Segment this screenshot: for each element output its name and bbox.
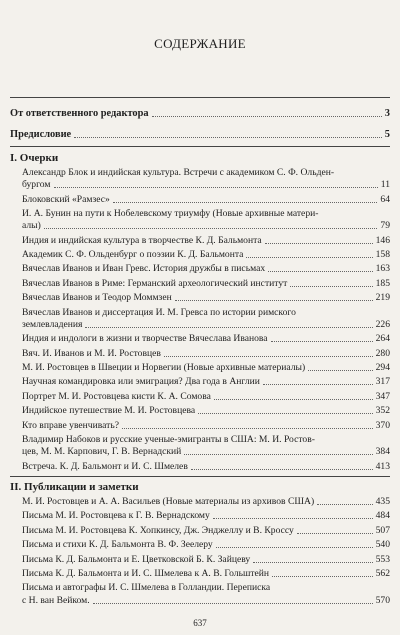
toc-entry-page: 347	[375, 390, 390, 402]
toc-entry-title: Научная командировка или эмиграция? Два года в Англии	[22, 376, 260, 388]
dot-leader	[191, 469, 373, 470]
section-heading: II. Публикации и заметки	[10, 481, 139, 493]
toc-entry-line	[10, 108, 390, 120]
page-number: 637	[193, 618, 207, 628]
toc-entry-page: 79	[380, 220, 390, 232]
toc-entry-title: Владимир Набоков и русские ученые-эмигранты в США: М. И. Ростов-	[22, 434, 315, 445]
toc-entry-page: 540	[375, 539, 390, 551]
dot-leader	[175, 300, 373, 301]
dot-leader	[317, 504, 372, 505]
divider	[10, 146, 390, 147]
toc-entry-page: 413	[375, 460, 390, 472]
toc-entry-title: Письма и автографы И. С. Шмелева в Голландии. Переписка	[22, 582, 271, 594]
dot-leader	[216, 547, 373, 548]
toc-entry-line	[22, 496, 390, 508]
dot-leader	[297, 533, 373, 534]
toc-entry-title: Индийское путешествие М. И. Ростовцева	[22, 405, 196, 417]
toc-entry-page: 226	[375, 318, 390, 330]
dot-leader	[290, 286, 372, 287]
toc-entry-title: Письма К. Д. Бальмонта и Е. Цветковской Б. К. Зайцеву	[22, 553, 251, 565]
toc-entry-title: И. А. Бунин на пути к Нобелевскому триумфу (Новые архивные матери-	[22, 208, 319, 219]
toc-entry-title: Вячеслав Иванов и Иван Гревс. История дружбы в письмах	[22, 263, 266, 275]
divider	[10, 97, 390, 98]
toc-entry-line	[22, 208, 390, 220]
dot-leader	[272, 576, 373, 577]
toc-entry-title: Вячеслав Иванов в Риме: Германский археологический институт	[22, 277, 288, 289]
toc-entry-line	[22, 461, 390, 473]
toc-entry-line	[22, 376, 390, 388]
dot-leader	[213, 518, 373, 519]
toc-entry-title: Письма и стихи К. Д. Бальмонта В. Ф. Зеелеру	[22, 539, 213, 551]
toc-entry-page: 294	[375, 362, 390, 373]
toc-entry-title: Встреча. К. Д. Бальмонт и И. С. Шмелев	[22, 460, 188, 472]
toc-entry-title: Письма К. Д. Бальмонта и И. С. Шмелева к А. В. Гольштейн	[22, 568, 270, 579]
toc-entry-title: Индия и индийская культура в творчестве К. Д. Бальмонта	[22, 234, 262, 246]
toc-entry-line	[22, 362, 390, 374]
dot-leader	[263, 384, 373, 385]
divider	[10, 476, 390, 477]
toc-entry-line	[22, 539, 390, 551]
toc-entry-line	[22, 420, 390, 432]
dot-leader	[198, 413, 372, 414]
toc-entry-title: М. И. Ростовцев и А. А. Васильев (Новые материалы из архивов США)	[22, 496, 315, 507]
toc-entry-line	[22, 167, 390, 179]
toc-entry-line	[22, 391, 390, 403]
dot-leader	[253, 562, 372, 563]
toc-entry-page: 11	[380, 179, 390, 191]
toc-entry-page: 370	[375, 419, 390, 431]
dot-leader	[93, 603, 373, 604]
toc-entry-page: 352	[375, 405, 390, 417]
dot-leader	[122, 428, 373, 429]
dot-leader	[246, 257, 372, 258]
toc-entry-line	[22, 235, 390, 247]
toc-entry-page: 185	[375, 277, 390, 289]
toc-entry-line	[22, 434, 390, 446]
toc-entry-title: Вяч. И. Иванов и М. И. Ростовцев	[22, 347, 161, 359]
toc-entry-line	[22, 446, 390, 458]
toc-entry-line	[22, 582, 390, 594]
toc-entry-line	[22, 292, 390, 304]
dot-leader	[268, 271, 372, 272]
toc-entry-title: Кто вправе увенчивать?	[22, 419, 120, 431]
toc-entry-page: 158	[375, 249, 390, 260]
toc-entry-page: 384	[375, 446, 390, 458]
toc-entry-page: 317	[375, 376, 390, 388]
toc-entry-title: От ответственного редактора	[10, 108, 149, 119]
toc-entry-title: Письма М. И. Ростовцева к Г. В. Вернадскому	[22, 510, 210, 522]
toc-entry-title: Индия и индологи в жизни и творчестве Вячеслава Иванова	[22, 333, 268, 345]
toc-entry-line	[22, 249, 390, 261]
toc-entry-title: Блоковский «Рамзес»	[22, 193, 110, 205]
toc-entry-page: 435	[375, 496, 390, 507]
dot-leader	[271, 341, 373, 342]
toc-entry-line	[22, 510, 390, 522]
toc-entry-line	[22, 595, 390, 607]
dot-leader	[85, 327, 372, 328]
toc-entry-title: Академик С. Ф. Ольденбург о поэзии К. Д. Бальмонта	[22, 249, 244, 260]
toc-entry-page: 219	[375, 292, 390, 304]
toc-entry-line	[22, 348, 390, 360]
toc-entry-line	[22, 333, 390, 345]
toc-entry-line	[22, 307, 390, 319]
toc-entry-title: М. И. Ростовцев в Швеции и Норвегии (Новые архивные материалы)	[22, 362, 306, 373]
section-heading: I. Очерки	[10, 152, 59, 164]
dot-leader	[113, 202, 378, 203]
toc-entry-title: Александр Блок и индийская культура. Встречи с академиком С. Ф. Ольден-	[22, 167, 335, 178]
page-title: СОДЕРЖАНИЕ	[154, 36, 246, 51]
toc-entry-line	[22, 179, 390, 191]
dot-leader	[152, 116, 382, 117]
toc-entry-page: 280	[375, 347, 390, 359]
toc-entry-line	[22, 263, 390, 275]
toc-entry-page: 507	[375, 524, 390, 536]
dot-leader	[265, 243, 373, 244]
toc-entry-line	[22, 278, 390, 290]
toc-entry-page: 562	[375, 568, 390, 579]
toc-entry-line	[22, 220, 390, 232]
dot-leader	[184, 454, 372, 455]
toc-entry-title: бургом	[22, 179, 51, 191]
toc-entry-line	[22, 525, 390, 537]
toc-entry-line	[22, 568, 390, 580]
toc-entry-line	[22, 194, 390, 206]
toc-entry-line	[10, 129, 390, 141]
toc-entry-page: 163	[375, 263, 390, 275]
toc-entry-title: алы)	[22, 220, 41, 232]
toc-entry-title: Письма М. И. Ростовцева К. Хопкинсу, Дж. Энджеллу и В. Кроссу	[22, 524, 294, 536]
toc-entry-title: цев, М. М. Карпович, Г. В. Вернадский	[22, 446, 182, 458]
dot-leader	[164, 356, 373, 357]
toc-entry-line	[22, 554, 390, 566]
toc-entry-title: Вячеслав Иванов и Теодор Моммзен	[22, 292, 172, 304]
dot-leader	[308, 370, 372, 371]
toc-entry-page: 146	[375, 234, 390, 246]
toc-entry-title: с Н. ван Вейком.	[22, 594, 90, 606]
toc-entry-page: 5	[384, 129, 390, 140]
toc-entry-page: 484	[375, 510, 390, 522]
toc-entry-title: Предисловие	[10, 129, 72, 140]
toc-entry-page: 64	[380, 193, 390, 205]
dot-leader	[74, 137, 382, 138]
toc-entry-page: 264	[375, 333, 390, 345]
toc-entry-line	[22, 405, 390, 417]
toc-entry-page: 3	[384, 108, 390, 119]
toc-entry-title: Вячеслав Иванов и диссертация И. М. Гревса по истории римского	[22, 306, 296, 318]
toc-entry-title: Портрет М. И. Ростовцева кисти К. А. Сомова	[22, 390, 211, 402]
toc-entry-title: землевладения	[22, 318, 83, 330]
dot-leader	[214, 399, 373, 400]
toc-entry-line	[22, 319, 390, 331]
toc-entry-page: 553	[375, 553, 390, 565]
dot-leader	[44, 228, 378, 229]
toc-entry-page: 570	[375, 594, 390, 606]
dot-leader	[54, 187, 378, 188]
